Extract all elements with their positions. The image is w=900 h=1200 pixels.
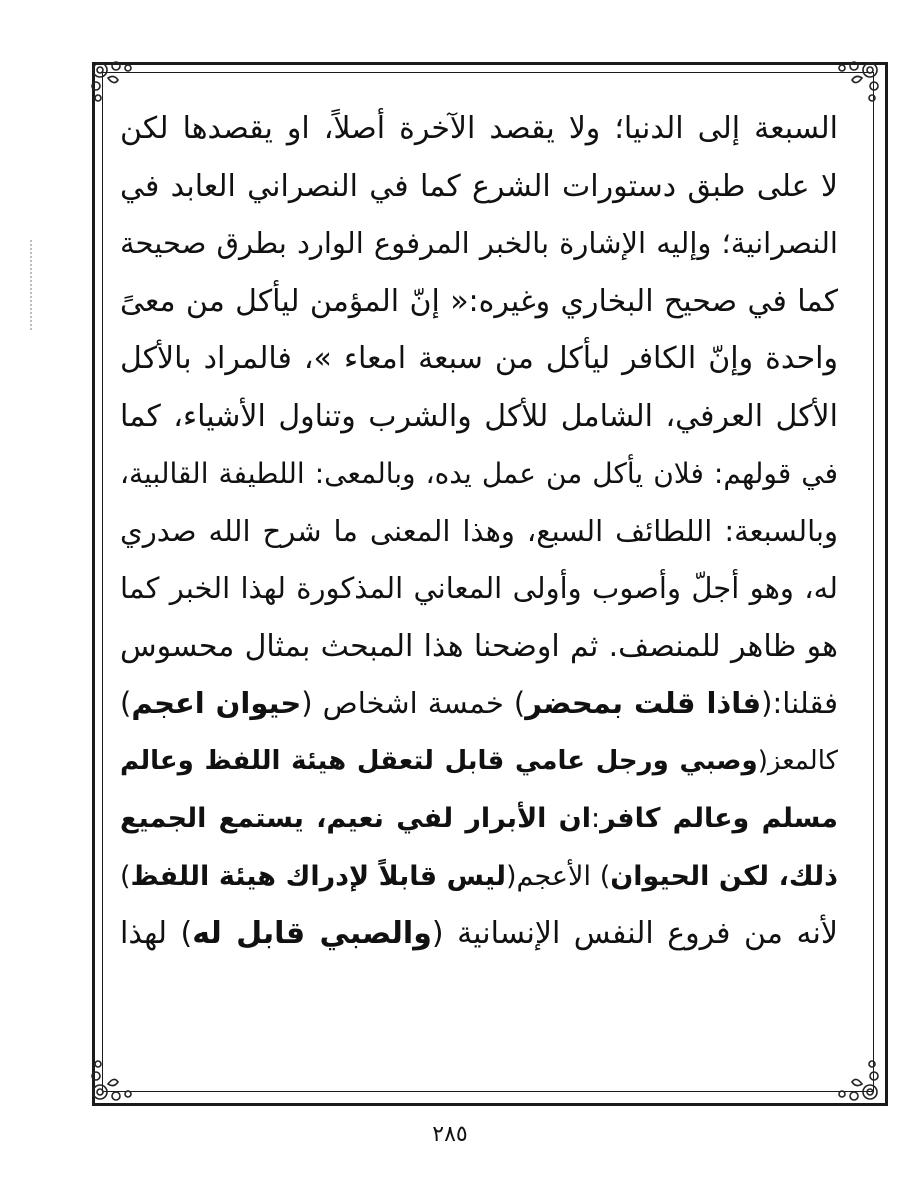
text-segment: ) xyxy=(120,686,132,720)
bold-text-segment: فاذا قلت بمحضر xyxy=(525,686,762,720)
body-text xyxy=(120,100,838,963)
text-segment: ) لهذا xyxy=(120,916,193,951)
text-segment: لا على طبق دستورات الشرع كما في النصراني العابد في xyxy=(120,168,838,204)
text-line xyxy=(120,848,838,906)
bold-text-segment: ان الأبرار لفي نعيم، يستمع الجميع xyxy=(120,803,591,834)
text-segment: : xyxy=(590,803,601,834)
text-line xyxy=(120,100,838,158)
text-line xyxy=(120,445,838,503)
text-line xyxy=(120,560,838,618)
corner-ornament-bottom-right xyxy=(828,1050,884,1106)
text-segment: له، وهو أجلّ وأصوب وأولى المعاني المذكورة لهذا الخبر كما xyxy=(120,571,838,605)
text-line xyxy=(120,790,838,848)
text-line xyxy=(120,158,838,216)
bold-text-segment: حيوان اعجم xyxy=(131,686,302,720)
text-segment: هو ظاهر للمنصف. ثم اوضحنا هذا المبحث بمثال محسوس xyxy=(120,628,838,664)
text-segment: ) xyxy=(120,860,131,892)
text-segment: الأكل العرفي، الشامل للأكل والشرب وتناول الأشياء، كما xyxy=(120,398,838,434)
text-line xyxy=(120,733,838,791)
text-segment: كما في صحيح البخاري وغيره:« إنّ المؤمن ليأكل من معىً xyxy=(120,283,838,319)
margin-speckle xyxy=(30,240,38,330)
text-line xyxy=(120,273,838,331)
bold-text-segment: ذلك، لكن الحيوان xyxy=(610,860,838,892)
text-line xyxy=(120,618,838,676)
text-line xyxy=(120,503,838,561)
text-line xyxy=(120,330,838,388)
text-segment: ) الأعجم( xyxy=(506,860,611,892)
text-segment: كالمعز( xyxy=(757,745,838,776)
text-segment: لأنه من فروع النفس الإنسانية ( xyxy=(431,916,838,951)
text-segment: النصرانية؛ وإليه الإشارة بالخبر المرفوع الوارد بطرق صحيحة xyxy=(120,226,838,260)
text-segment: السبعة إلى الدنيا؛ ولا يقصد الآخرة أصلاً، او يقصدها لكن xyxy=(120,111,838,146)
text-segment: وبالسبعة: اللطائف السبع، وهذا المعنى ما شرح الله صدري xyxy=(120,513,838,548)
page-number: ٢٨٥ xyxy=(432,1122,468,1147)
text-segment: فقلنا:( xyxy=(761,686,838,720)
text-line xyxy=(120,388,838,446)
text-segment: ) خمسة اشخاص ( xyxy=(301,686,526,720)
bold-text-segment: وصبي ورجل عامي قابل لتعقل هيئة اللفظ وعالم xyxy=(120,745,758,776)
bold-text-segment: مسلم وعالم كافر xyxy=(600,803,838,834)
text-line xyxy=(120,215,838,273)
corner-ornament-bottom-left xyxy=(86,1050,142,1106)
text-segment: واحدة وإنّ الكافر ليأكل من سبعة امعاء »، فالمراد بالأكل xyxy=(120,341,838,376)
text-segment: في قولهم: فلان يأكل من عمل يده، وبالمعى: اللطيفة القالبية، xyxy=(120,457,838,490)
text-line xyxy=(120,905,838,963)
bold-text-segment: والصبي قابل له xyxy=(192,916,432,951)
text-line xyxy=(120,675,838,733)
bold-text-segment: ليس قابلاً لإدراك هيئة اللفظ xyxy=(130,860,506,892)
